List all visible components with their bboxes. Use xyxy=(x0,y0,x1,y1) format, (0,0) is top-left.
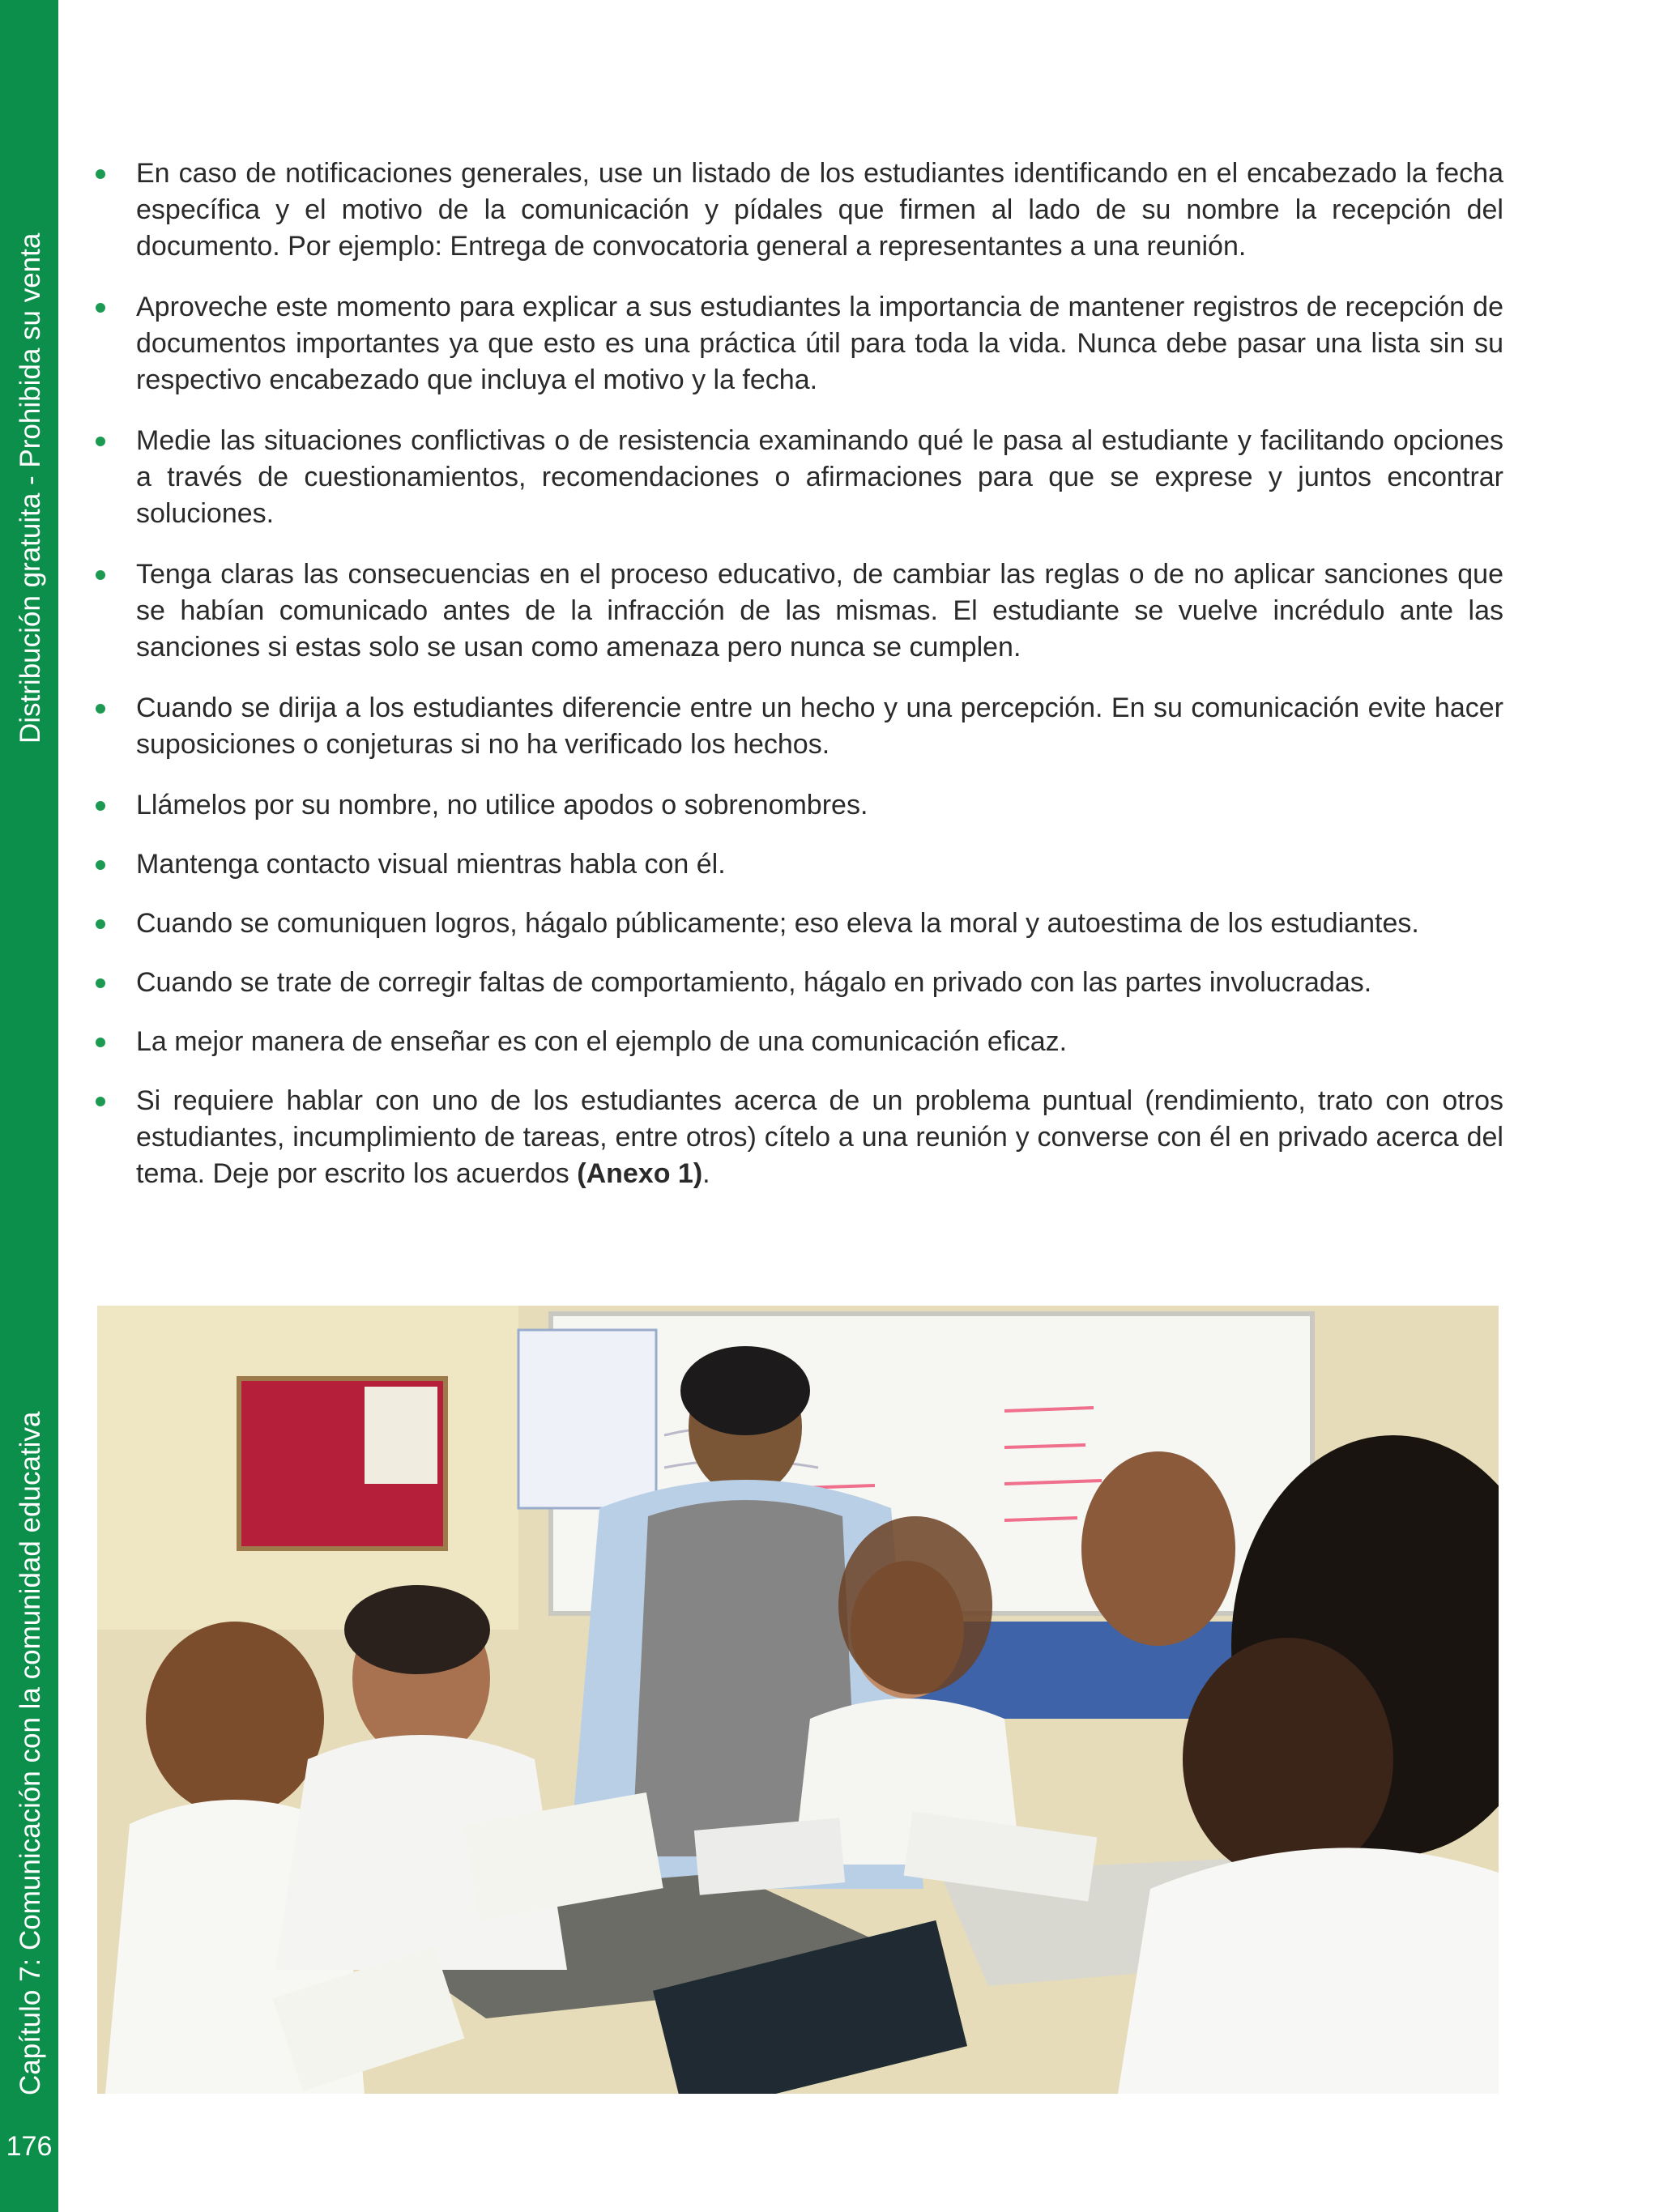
annex-reference: (Anexo 1) xyxy=(577,1158,703,1189)
bullet-icon xyxy=(96,860,105,870)
bullet-item xyxy=(89,423,1503,532)
bullet-text: Medie las situaciones conflictivas o de resistencia examinando qué le pasa al estudiante y facilitando opciones a través de cuestionamientos, recomendaciones o afirmaciones para que se exprese y juntos encontrar soluciones. xyxy=(136,425,1503,529)
distribution-notice: Distribución gratuita - Prohibida su venta xyxy=(15,232,46,744)
bullet-text: Mantenga contacto visual mientras habla con él. xyxy=(136,849,726,880)
bullet-text: Llámelos por su nombre, no utilice apodos o sobrenombres. xyxy=(136,790,868,820)
bullet-text: Cuando se dirija a los estudiantes diferencie entre un hecho y una percepción. En su comunicación evite hacer suposiciones o conjeturas si no ha verificado los hechos. xyxy=(136,693,1503,760)
bullet-text: Cuando se trate de corregir faltas de comportamiento, hágalo en privado con las partes involucradas. xyxy=(136,967,1372,998)
chapter-title: Capítulo 7: Comunicación con la comunidad educativa xyxy=(15,1411,46,2095)
bullet-list xyxy=(89,156,1503,1192)
bullet-icon xyxy=(96,1038,105,1047)
bullet-item xyxy=(89,787,1503,824)
bullet-text: Tenga claras las consecuencias en el proceso educativo, de cambiar las reglas o de no aplicar sanciones que se habían comunicado antes de la infracción de las mismas. El estudiante se vuelve incrédulo ante las sanciones si estas solo se usan como amenaza pero nunca se cumplen. xyxy=(136,559,1503,663)
bullet-icon xyxy=(96,704,105,714)
bullet-icon xyxy=(96,437,105,446)
bullet-text: Si requiere hablar con uno de los estudiantes acerca de un problema puntual (rendimiento, trato con otros estudiantes, incumplimiento de tareas, entre otros) cítelo a una reunión y converse con él en privado acerca del tema. Deje por escrito los acuerdos xyxy=(136,1085,1503,1189)
main-content xyxy=(89,156,1503,1217)
bullet-icon xyxy=(96,1097,105,1106)
bullet-item xyxy=(89,556,1503,666)
bullet-item xyxy=(89,1083,1503,1192)
bullet-item xyxy=(89,846,1503,883)
bullet-icon xyxy=(96,978,105,988)
page-number: 176 xyxy=(6,2131,53,2162)
bullet-item xyxy=(89,690,1503,763)
bullet-text-end: . xyxy=(702,1158,710,1189)
classroom-illustration xyxy=(97,1306,1499,2094)
bullet-text: La mejor manera de enseñar es con el ejemplo de una comunicación eficaz. xyxy=(136,1026,1068,1057)
bullet-icon xyxy=(96,303,105,313)
bullet-icon xyxy=(96,169,105,179)
bullet-icon xyxy=(96,801,105,811)
bullet-item xyxy=(89,1024,1503,1060)
classroom-photo xyxy=(97,1306,1499,2094)
bullet-item xyxy=(89,156,1503,265)
bullet-item xyxy=(89,906,1503,942)
side-bar xyxy=(0,0,58,2212)
bullet-text: En caso de notificaciones generales, use un listado de los estudiantes identificando en el encabezado la fecha específica y el motivo de la comunicación y pídales que firmen al lado de su nombre la recepción del documento. Por ejemplo: Entrega de convocatoria general a representantes a una reunión. xyxy=(136,158,1503,262)
bullet-item xyxy=(89,289,1503,399)
bullet-icon xyxy=(96,570,105,580)
bullet-text: Cuando se comuniquen logros, hágalo públicamente; eso eleva la moral y autoestima de los estudiantes. xyxy=(136,908,1419,939)
bullet-item xyxy=(89,965,1503,1001)
bullet-icon xyxy=(96,919,105,929)
bullet-text: Aproveche este momento para explicar a sus estudiantes la importancia de mantener registros de recepción de documentos importantes ya que esto es una práctica útil para toda la vida. Nunca debe pasar una lista sin su respectivo encabezado que incluya el motivo y la fecha. xyxy=(136,292,1503,395)
